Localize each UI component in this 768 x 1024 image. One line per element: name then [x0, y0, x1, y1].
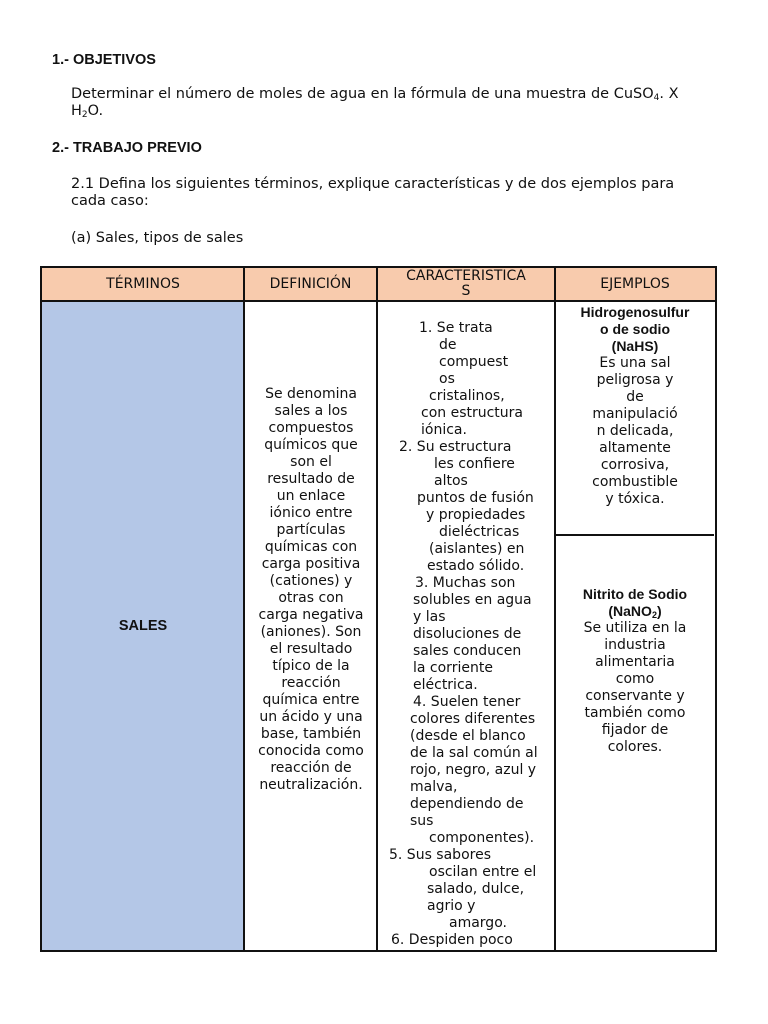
example-2-text-line: alimentaria	[595, 654, 675, 670]
characteristics-line: y las	[413, 609, 446, 625]
characteristics-line: la corriente	[413, 660, 493, 676]
characteristics-line: eléctrica.	[413, 677, 478, 693]
example-1-text-line: altamente	[599, 440, 671, 456]
example-1-text-line: corrosiva,	[600, 457, 670, 473]
characteristics-line: dependiendo de	[410, 796, 524, 812]
term-sales: SALES	[118, 617, 168, 634]
definition-line: (aniones). Son	[260, 624, 362, 640]
definition-line: carga positiva	[261, 556, 361, 572]
definition-line: típico de la	[272, 658, 350, 674]
characteristics-line: con estructura	[421, 405, 524, 421]
definition-line: (cationes) y	[269, 573, 353, 589]
example-2-text-line: Se utiliza en la	[583, 620, 687, 636]
characteristics-line: malva,	[410, 779, 458, 795]
objective-line-1-end: . X	[659, 86, 679, 102]
characteristics-line: y propiedades	[426, 507, 526, 523]
intro-line-2: cada caso:	[71, 193, 149, 209]
definition-cell	[246, 386, 376, 794]
definition-line: un ácido y una	[259, 709, 363, 725]
subscript-2: 2	[81, 110, 88, 120]
example-1-cell	[556, 302, 714, 536]
characteristics-line: compuest	[439, 354, 509, 370]
section-2-intro	[71, 176, 674, 210]
characteristics-line: amargo.	[449, 915, 507, 931]
definition-line: iónico entre	[269, 505, 353, 521]
characteristics-line: colores diferentes	[410, 711, 536, 727]
example-2-text-line: industria	[604, 637, 666, 653]
example-2-text-line: también como	[584, 705, 686, 721]
header-caracteristicas	[377, 268, 555, 302]
objective-line-1: Determinar el número de moles de agua en la fórmula de una muestra de CuSO	[71, 86, 654, 102]
definition-line: el resultado	[269, 641, 353, 657]
example-1-text-line: manipulació	[592, 406, 678, 422]
definition-line: química entre	[262, 692, 360, 708]
characteristics-line: iónica.	[421, 422, 467, 438]
example-1-text	[556, 355, 714, 508]
example-1-title-line: o de sodio	[600, 321, 670, 337]
example-2-formula-main: (NaNO	[608, 603, 652, 619]
characteristics-line: 5. Sus sabores	[389, 847, 491, 863]
example-2-text	[556, 620, 714, 756]
header-terminos	[42, 268, 244, 302]
characteristics-line: (aislantes) en	[429, 541, 525, 557]
definition-line: partículas	[276, 522, 346, 538]
example-2-formula-sub: 2	[651, 610, 657, 620]
definition-line: resultado de	[267, 471, 355, 487]
column-divider	[243, 268, 245, 950]
example-2-text-line: colores.	[607, 739, 663, 755]
example-1-text-line: y tóxica.	[605, 491, 665, 507]
characteristics-line: 4. Suelen tener	[413, 694, 521, 710]
definition-line: base, también	[260, 726, 362, 742]
characteristics-line: solubles en agua	[413, 592, 532, 608]
example-1-text-line: combustible	[592, 474, 678, 490]
section-1-heading: 1.- OBJETIVOS	[52, 52, 156, 68]
characteristics-line: 3. Muchas son	[415, 575, 516, 591]
example-1-text-line: n delicada,	[596, 423, 674, 439]
header-caracteristicas-line2: S	[461, 283, 471, 299]
definition-line: otras con	[278, 590, 344, 606]
characteristics-line: 2. Su estructura	[399, 439, 512, 455]
definition-line: un enlace	[276, 488, 346, 504]
header-definicion-label: DEFINICIÓN	[269, 275, 352, 292]
characteristics-line: de la sal común al	[410, 745, 538, 761]
example-1-text-line: Es una sal	[599, 355, 671, 371]
definition-line: compuestos	[268, 420, 354, 436]
characteristics-line: oscilan entre el	[429, 864, 537, 880]
characteristics-line: estado sólido.	[427, 558, 525, 574]
characteristics-line: rojo, negro, azul y	[410, 762, 537, 778]
example-1-text-line: de	[626, 389, 644, 405]
characteristics-line: puntos de fusión	[417, 490, 534, 506]
example-2-formula-end: )	[656, 603, 662, 619]
characteristics-line: 6. Despiden poco	[391, 932, 513, 948]
characteristics-cell	[379, 320, 554, 949]
example-2-title: Nitrito de Sodio	[582, 586, 688, 602]
definition-line: sales a los	[274, 403, 348, 419]
definition-line: son el	[290, 454, 332, 470]
characteristics-line: (desde el blanco	[410, 728, 526, 744]
characteristics-line: sus	[410, 813, 434, 829]
header-ejemplos-label: EJEMPLOS	[600, 275, 670, 292]
characteristics-line: altos	[434, 473, 468, 489]
definition-line: Se denomina	[265, 386, 357, 402]
definition-line: conocida como	[258, 743, 364, 759]
example-2-cell	[556, 586, 714, 756]
formula-o: O.	[87, 103, 104, 119]
example-2-text-line: fijador de	[601, 722, 669, 738]
term-cell	[42, 302, 244, 950]
example-1-title-line: (NaHS)	[611, 338, 659, 354]
characteristics-line: cristalinos,	[429, 388, 505, 404]
example-2-text-line: como	[615, 671, 655, 687]
characteristics-line: sales conducen	[413, 643, 522, 659]
subscript-4: 4	[653, 93, 660, 103]
item-a: (a) Sales, tipos de sales	[71, 230, 244, 246]
header-caracteristicas-line1: CARACTERISTICA	[406, 268, 526, 284]
characteristics-line: disoluciones de	[413, 626, 522, 642]
example-1-title	[556, 304, 714, 355]
characteristics-line: os	[439, 371, 455, 387]
formula-h: H	[71, 103, 82, 119]
characteristics-line: 1. Se trata	[419, 320, 493, 336]
characteristics-line: les confiere	[434, 456, 515, 472]
section-2-heading: 2.- TRABAJO PREVIO	[52, 140, 202, 156]
definition-line: reacción	[281, 675, 341, 691]
example-2-text-line: conservante y	[585, 688, 685, 704]
characteristics-line: de	[439, 337, 457, 353]
definition-line: químicas con	[264, 539, 358, 555]
header-ejemplos	[555, 268, 715, 302]
definition-line: químicos que	[264, 437, 358, 453]
characteristics-line: componentes).	[429, 830, 535, 846]
column-divider	[376, 268, 378, 950]
example-2-formula	[556, 603, 714, 620]
characteristics-line: agrio y	[427, 898, 476, 914]
definition-line: reacción de	[270, 760, 352, 776]
header-terminos-label: TÉRMINOS	[106, 275, 180, 292]
terms-table	[40, 266, 717, 952]
definition-line: neutralización.	[259, 777, 363, 793]
example-1-title-line: Hidrogenosulfur	[580, 304, 690, 320]
objective-text	[71, 86, 679, 120]
example-1-text-line: peligrosa y	[596, 372, 674, 388]
header-definicion	[244, 268, 377, 302]
characteristics-line: salado, dulce,	[427, 881, 525, 897]
definition-line: carga negativa	[258, 607, 364, 623]
intro-line-1: 2.1 Defina los siguientes términos, explique características y de dos ejemplos para	[71, 176, 675, 192]
characteristics-line: dieléctricas	[439, 524, 520, 540]
